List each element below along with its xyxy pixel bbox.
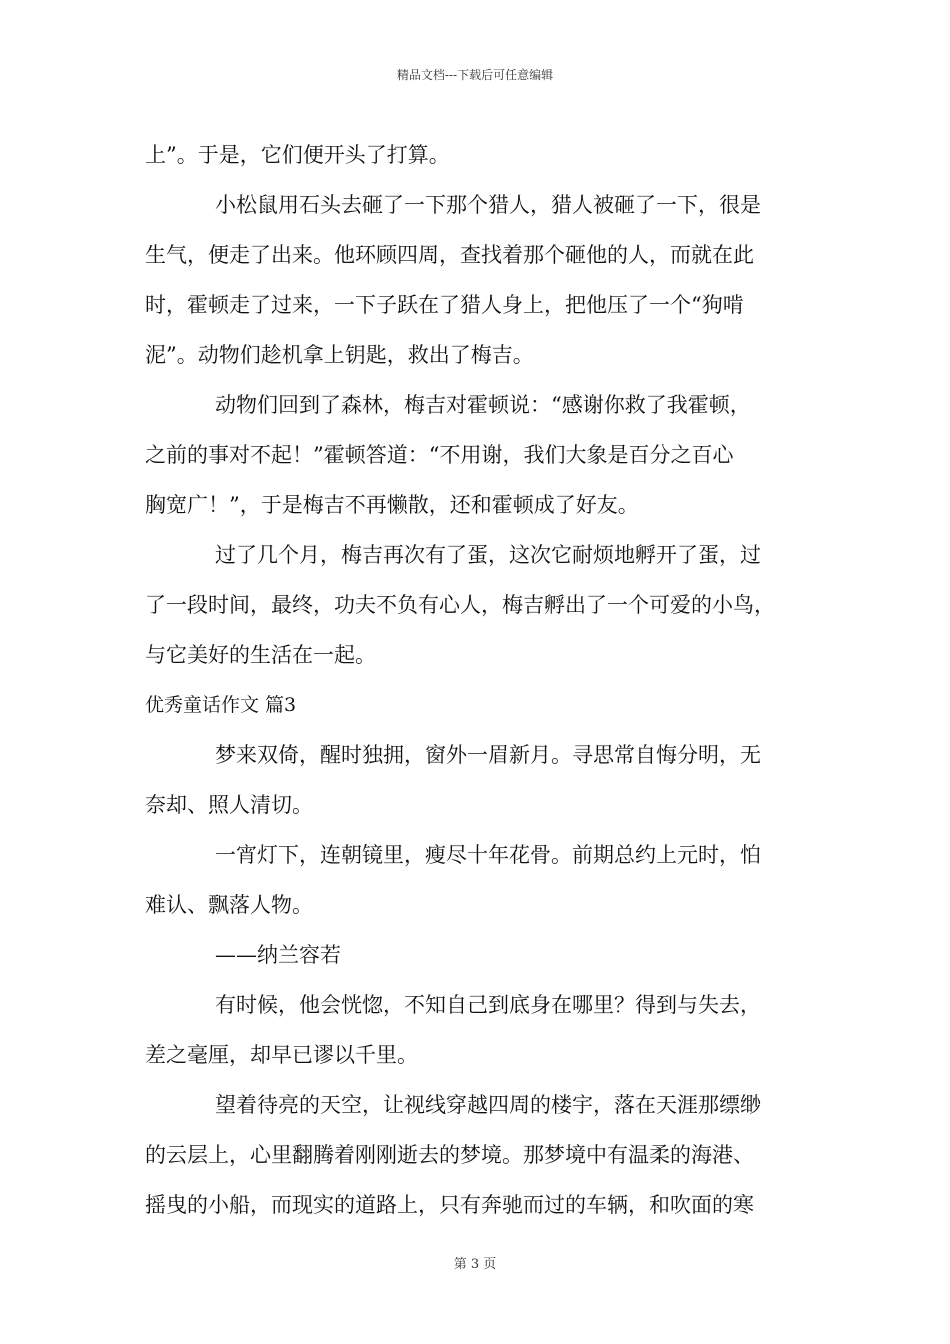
text-line: 之前的事对不起！”霍顿答道：“不用谢，我们大象是百分之百心 — [145, 443, 734, 467]
text-line: 难认、飘落人物。 — [145, 893, 313, 917]
text-line: 了一段时间，最终，功夫不负有心人，梅吉孵出了一个可爱的小鸟， — [145, 593, 775, 617]
text-line: 上”。于是，它们便开头了打算。 — [145, 143, 450, 167]
text-line: 时，霍顿走了过来，一下子跃在了猎人身上，把他压了一个“狗啃 — [145, 293, 744, 317]
text-line: 胸宽广！”，于是梅吉不再懒散，还和霍顿成了好友。 — [145, 493, 639, 517]
text-line: 的云层上，心里翻腾着刚刚逝去的梦境。那梦境中有温柔的海港、 — [145, 1143, 754, 1167]
text-line: 泥”。动物们趁机拿上钥匙，救出了梅吉。 — [145, 343, 534, 367]
text-line: 摇曳的小船，而现实的道路上，只有奔驰而过的车辆，和吹面的寒 — [145, 1193, 754, 1217]
text-line: 一宵灯下，连朝镜里，瘦尽十年花骨。前期总约上元时，怕 — [215, 843, 761, 867]
text-line: 差之毫厘，却早已谬以千里。 — [145, 1043, 418, 1067]
page-header: 精品文档---下载后可任意编辑 — [396, 68, 554, 82]
page-number: 第 3 页 — [453, 1257, 497, 1272]
document-body — [145, 130, 815, 1230]
text-line: 过了几个月，梅吉再次有了蛋，这次它耐烦地孵开了蛋，过 — [215, 543, 761, 567]
text-line: ——纳兰容若 — [215, 943, 341, 967]
text-line: 梦来双倚，醒时独拥，窗外一眉新月。寻思常自悔分明，无 — [215, 743, 761, 767]
text-line: 有时候，他会恍惚，不知自己到底身在哪里？得到与失去， — [215, 993, 761, 1017]
text-line: 动物们回到了森林，梅吉对霍顿说：“感谢你救了我霍顿， — [215, 393, 751, 417]
text-line: 与它美好的生活在一起。 — [145, 643, 376, 667]
text-line: 望着待亮的天空，让视线穿越四周的楼宇，落在天涯那缥缈 — [215, 1093, 761, 1117]
text-line: 生气，便走了出来。他环顾四周，查找着那个砸他的人，而就在此 — [145, 243, 754, 267]
text-line: 小松鼠用石头去砸了一下那个猎人，猎人被砸了一下，很是 — [215, 193, 761, 217]
section-heading: 优秀童话作文 篇3 — [145, 694, 297, 716]
text-line: 奈却、照人清切。 — [145, 793, 313, 817]
